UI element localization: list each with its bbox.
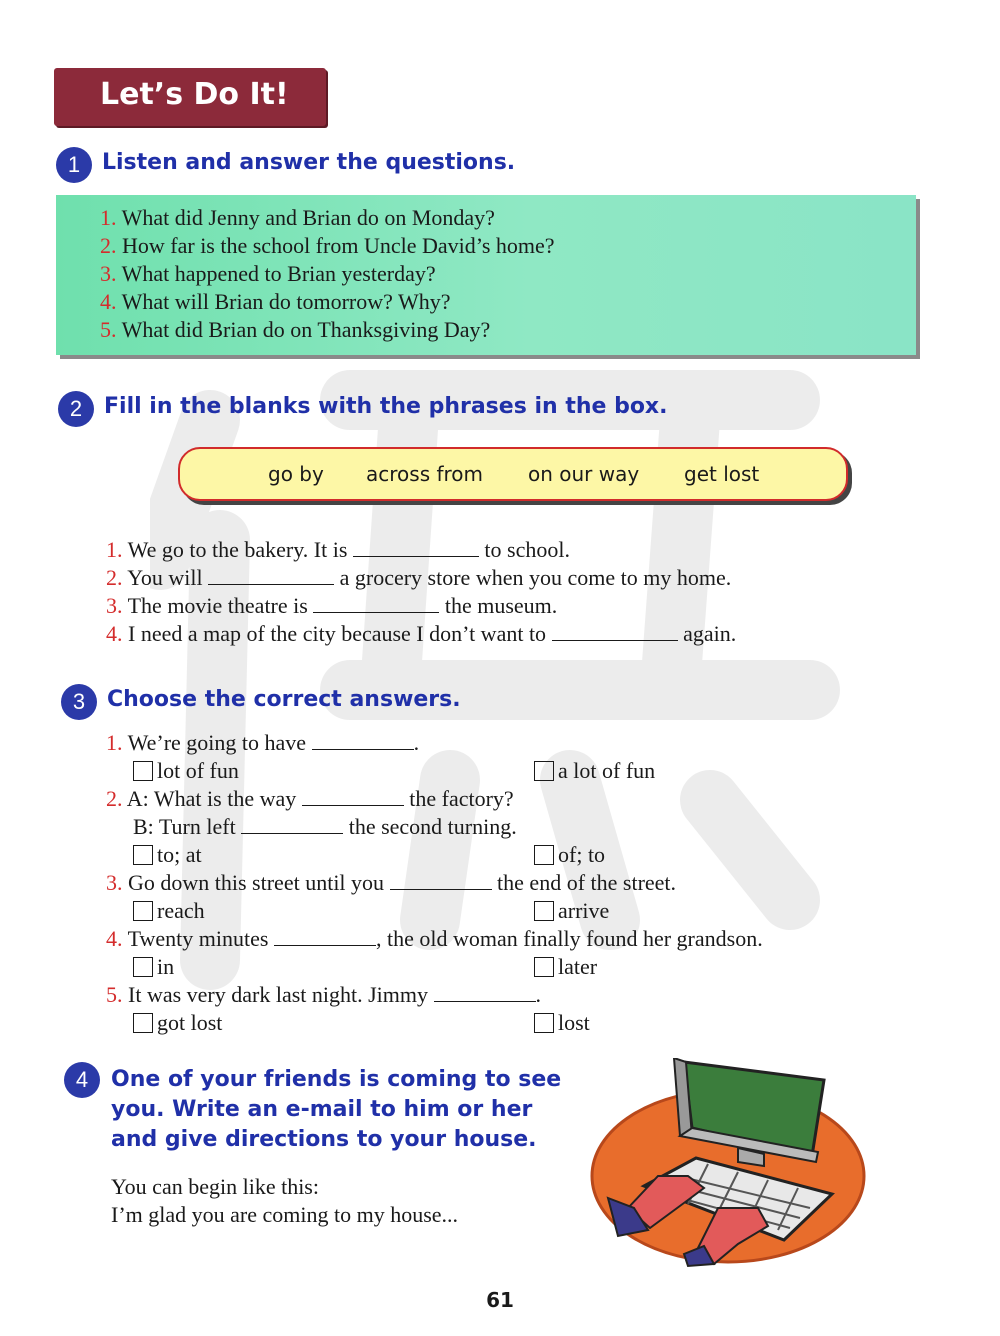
option-2b[interactable]: of; to	[534, 841, 605, 870]
choice-question-3: 3. Go down this street until you the end of the street.	[106, 870, 677, 895]
option-3b[interactable]: arrive	[534, 897, 609, 926]
option-5b[interactable]: lost	[534, 1009, 590, 1038]
phrase-get-lost: get lost	[684, 462, 760, 486]
fill-item-1: 1. We go to the bakery. It is to school.	[106, 537, 570, 562]
choice-question-1: 1. We’re going to have .	[106, 730, 420, 755]
checkbox[interactable]	[133, 901, 153, 921]
section-2-heading: Fill in the blanks with the phrases in the box.	[104, 394, 668, 419]
checkbox[interactable]	[534, 957, 554, 977]
blank[interactable]	[241, 815, 343, 834]
section-3-heading: Choose the correct answers.	[107, 687, 461, 712]
blank[interactable]	[208, 566, 334, 585]
fill-item-3: 3. The movie theatre is the museum.	[106, 593, 558, 618]
blank[interactable]	[434, 983, 536, 1002]
section-4-starter: I’m glad you are coming to my house...	[111, 1202, 459, 1227]
checkbox[interactable]	[133, 761, 153, 781]
phrase-on-our-way: on our way	[528, 462, 640, 486]
choice-question-2b: B: Turn left the second turning.	[133, 814, 517, 839]
checkbox[interactable]	[534, 1013, 554, 1033]
option-3a[interactable]: reach	[133, 897, 205, 926]
checkbox[interactable]	[534, 845, 554, 865]
question-4: 4. What will Brian do tomorrow? Why?	[100, 289, 451, 314]
question-2: 2. How far is the school from Uncle David’s home?	[100, 233, 555, 258]
questions-box	[56, 195, 916, 355]
blank[interactable]	[353, 538, 479, 557]
question-1: 1. What did Jenny and Brian do on Monday?	[100, 205, 495, 230]
section-4-heading-line-2: you. Write an e-mail to him or her	[111, 1097, 533, 1122]
option-1b[interactable]: a lot of fun	[534, 757, 655, 786]
phrase-go-by: go by	[268, 462, 324, 486]
fill-item-4: 4. I need a map of the city because I don’t want to again.	[106, 621, 737, 646]
phrase-box	[178, 447, 848, 501]
checkbox[interactable]	[133, 1013, 153, 1033]
question-3: 3. What happened to Brian yesterday?	[100, 261, 436, 286]
option-4a[interactable]: in	[133, 953, 174, 982]
blank[interactable]	[302, 787, 404, 806]
option-2a[interactable]: to; at	[133, 841, 202, 870]
section-1-number: 1	[56, 147, 92, 183]
section-4-hint: You can begin like this:	[111, 1174, 319, 1199]
section-4-heading-line-3: and give directions to your house.	[111, 1127, 537, 1152]
choice-question-4: 4. Twenty minutes , the old woman finally found her grandson.	[106, 926, 763, 951]
section-4-heading-line-1: One of your friends is coming to see	[111, 1067, 562, 1092]
phrase-across-from: across from	[366, 462, 484, 486]
section-3-number: 3	[61, 684, 97, 720]
option-5a[interactable]: got lost	[133, 1009, 222, 1038]
page-title: Let’s Do It!	[100, 77, 289, 112]
page-number: 61	[486, 1288, 514, 1312]
checkbox[interactable]	[133, 957, 153, 977]
option-4b[interactable]: later	[534, 953, 597, 982]
choice-question-5: 5. It was very dark last night. Jimmy .	[106, 982, 542, 1007]
blank[interactable]	[313, 594, 439, 613]
checkbox[interactable]	[534, 901, 554, 921]
section-2-number: 2	[58, 391, 94, 427]
choice-question-2a: 2. A: What is the way the factory?	[106, 786, 514, 811]
section-4-number: 4	[64, 1062, 100, 1098]
option-1a[interactable]: lot of fun	[133, 757, 239, 786]
fill-item-2: 2. You will a grocery store when you come to my home.	[106, 565, 732, 590]
title-banner	[54, 68, 326, 126]
question-5: 5. What did Brian do on Thanksgiving Day?	[100, 317, 491, 342]
blank[interactable]	[552, 622, 678, 641]
section-1-heading: Listen and answer the questions.	[102, 150, 516, 175]
checkbox[interactable]	[133, 845, 153, 865]
blank[interactable]	[274, 927, 376, 946]
computer-keyboard-illustration	[588, 1058, 868, 1268]
checkbox[interactable]	[534, 761, 554, 781]
blank[interactable]	[312, 731, 414, 750]
blank[interactable]	[390, 871, 492, 890]
